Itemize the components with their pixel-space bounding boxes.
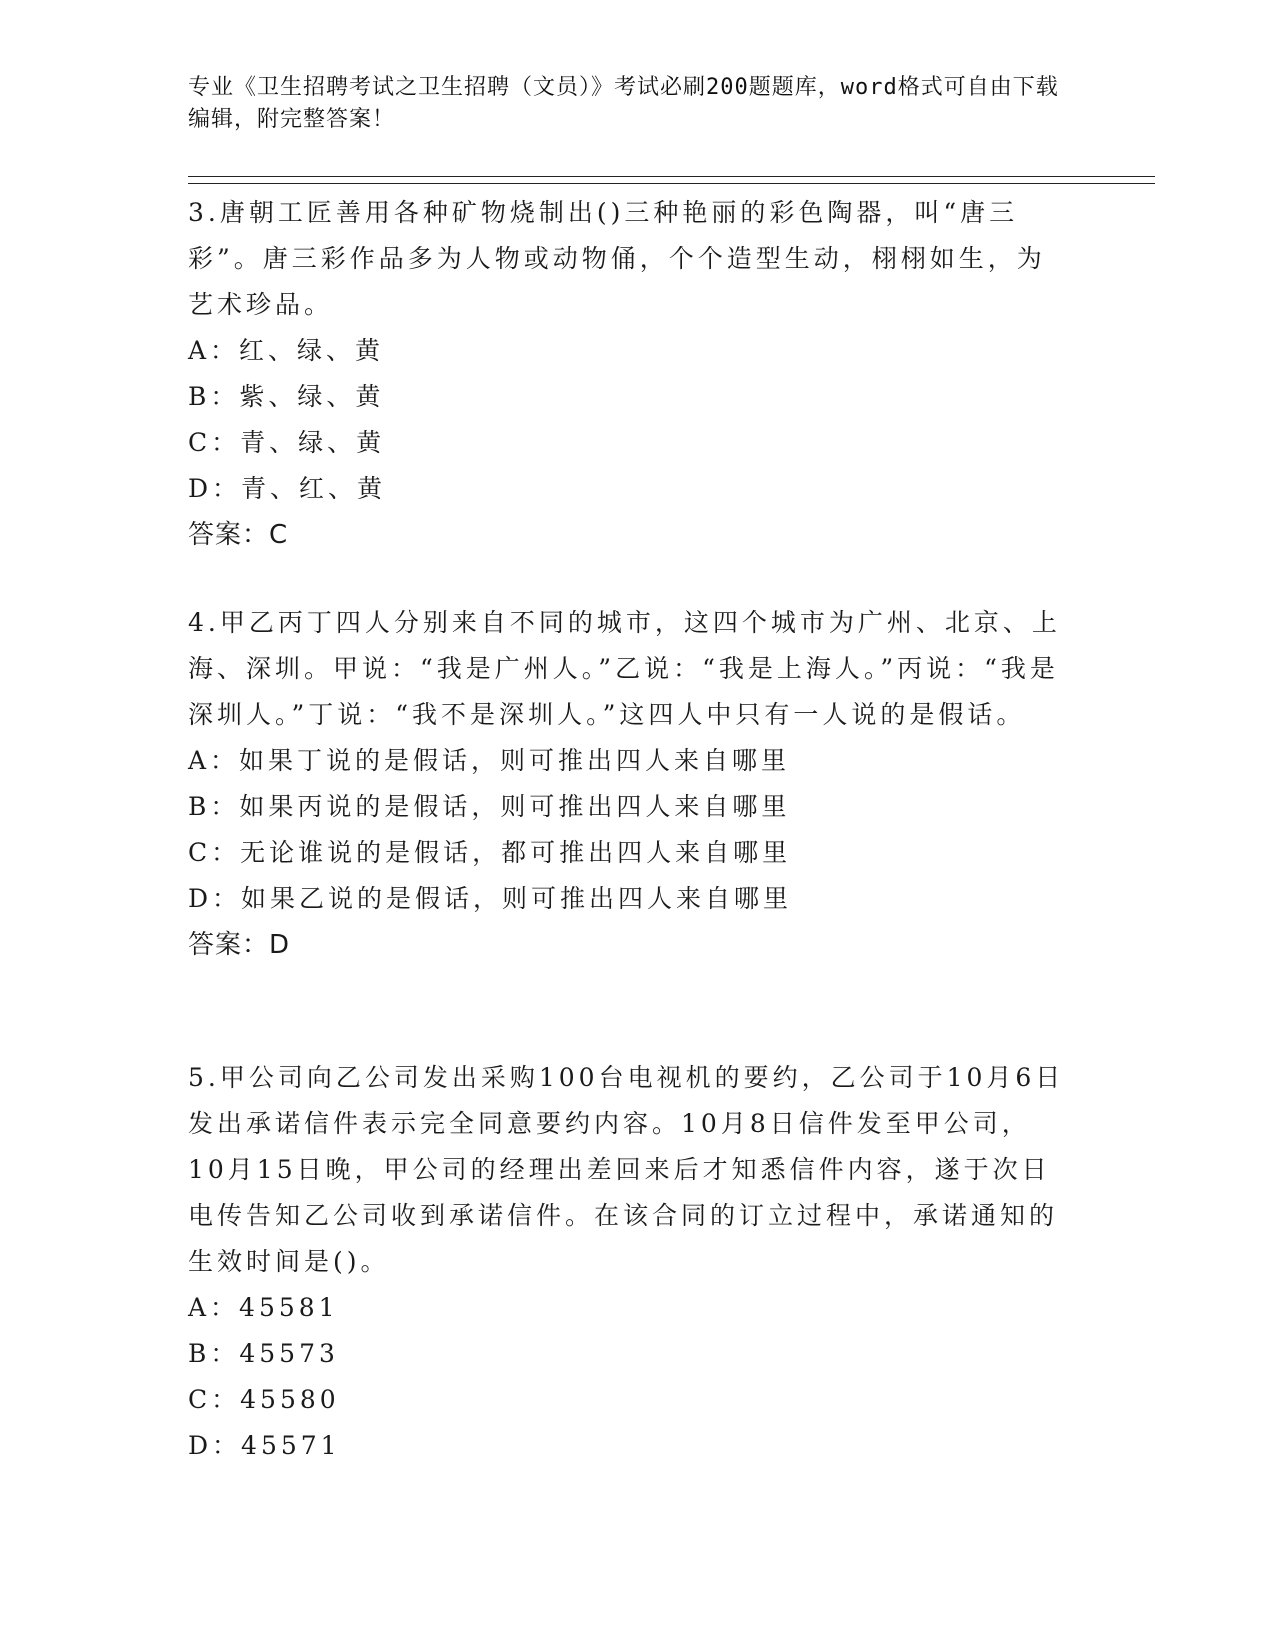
- option-a: A：45581: [188, 1293, 339, 1322]
- option-d: D：如果乙说的是假话，则可推出四人来自哪里: [188, 884, 793, 913]
- option-list: [188, 738, 1068, 922]
- header-divider-top: [188, 176, 1155, 177]
- option-b: B：如果丙说的是假话，则可推出四人来自哪里: [188, 792, 791, 821]
- question-block-5: [188, 1055, 1068, 1469]
- option-b: B：45573: [188, 1339, 339, 1368]
- option-c: C：无论谁说的是假话，都可推出四人来自哪里: [188, 838, 792, 867]
- option-d: D：45571: [188, 1431, 341, 1460]
- question-stem: 3.唐朝工匠善用各种矿物烧制出()三种艳丽的彩色陶器，叫“唐三彩”。唐三彩作品多为人物或动物俑，个个造型生动，栩栩如生，为艺术珍品。: [188, 198, 1046, 319]
- option-d: D：青、红、黄: [188, 474, 387, 503]
- option-list: [188, 328, 1068, 512]
- option-c: C：45580: [188, 1385, 340, 1414]
- option-list: [188, 1285, 1068, 1469]
- option-c: C：青、绿、黄: [188, 428, 386, 457]
- question-stem: 4.甲乙丙丁四人分别来自不同的城市，这四个城市为广州、北京、上海、深圳。甲说：“我是广州人。”乙说：“我是上海人。”丙说：“我是深圳人。”丁说：“我不是深圳人。”这四人中只有一人说的是假话。: [188, 608, 1061, 729]
- question-block-3: [188, 190, 1068, 558]
- header-divider-bottom: [188, 183, 1155, 184]
- option-a: A：红、绿、黄: [188, 336, 385, 365]
- document-header: 专业《卫生招聘考试之卫生招聘（文员）》考试必刷200题题库，word格式可自由下载编辑，附完整答案！: [188, 75, 1059, 132]
- question-block-4: [188, 600, 1068, 968]
- option-a: A：如果丁说的是假话，则可推出四人来自哪里: [188, 746, 791, 775]
- option-b: B：紫、绿、黄: [188, 382, 385, 411]
- question-stem: 5.甲公司向乙公司发出采购100台电视机的要约，乙公司于10月6日发出承诺信件表示完全同意要约内容。10月8日信件发至甲公司，10月15日晚，甲公司的经理出差回来后才知悉信件内容，遂于次日电传告知乙公司收到承诺信件。在该合同的订立过程中，承诺通知的生效时间是()。: [188, 1063, 1065, 1276]
- answer-line: 答案：C: [188, 520, 289, 550]
- answer-line: 答案：D: [188, 930, 291, 960]
